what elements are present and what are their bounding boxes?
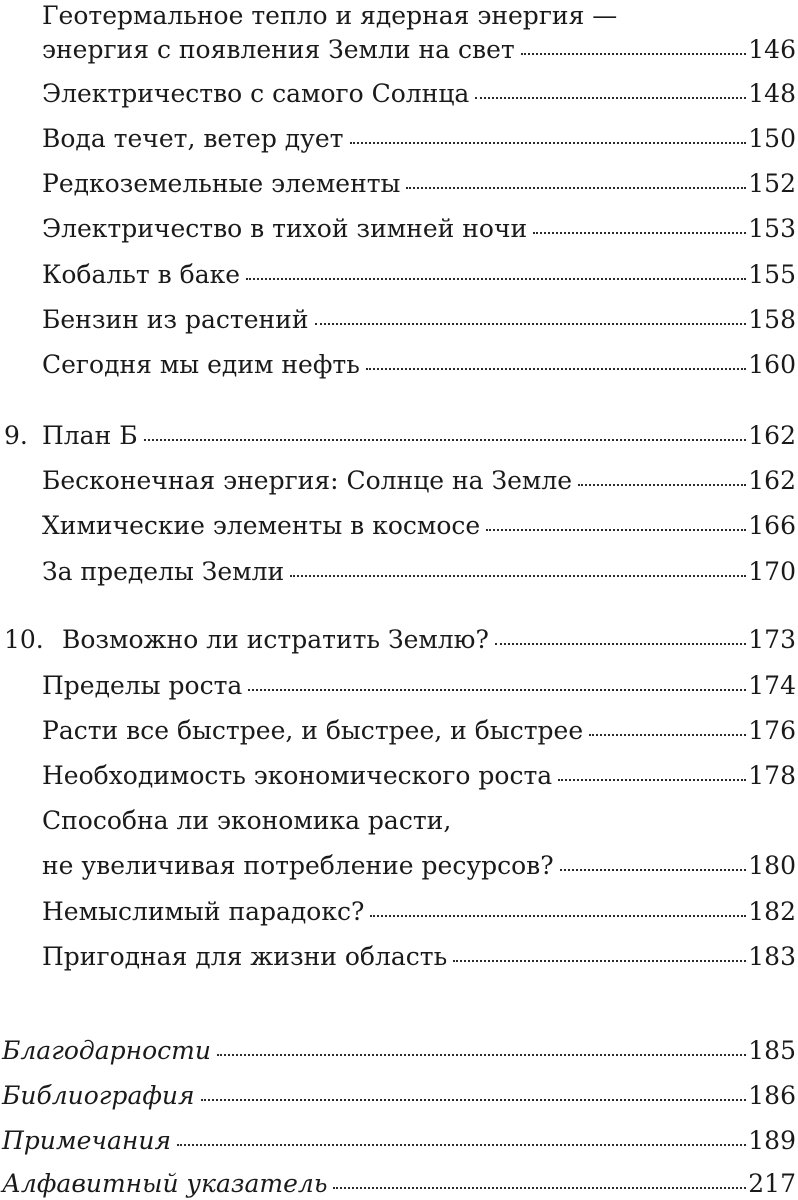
toc-entry-page: 180 — [748, 851, 796, 880]
leader-dots — [370, 915, 746, 917]
toc-entry[interactable] — [42, 78, 796, 110]
toc-backmatter-entry[interactable] — [2, 1125, 796, 1157]
toc-entry[interactable] — [42, 850, 796, 882]
toc-entry-title: не увеличивая потребление ресурсов? — [42, 851, 554, 880]
toc-backmatter-entry[interactable] — [2, 1080, 796, 1112]
leader-dots — [144, 439, 747, 441]
leader-dots — [533, 232, 746, 234]
toc-entry-title: Необходимость экономического роста — [42, 761, 553, 790]
leader-dots — [201, 1099, 747, 1101]
toc-entry-page: 152 — [748, 169, 796, 198]
leader-dots — [315, 323, 747, 325]
backmatter-page: 189 — [748, 1126, 796, 1155]
toc-entry[interactable] — [42, 670, 796, 702]
leader-dots — [406, 187, 746, 189]
toc-chapter-entry[interactable] — [62, 624, 796, 656]
toc-entry-title: Бесконечная энергия: Солнце на Земле — [42, 466, 573, 495]
toc-entry[interactable] — [42, 349, 796, 381]
toc-entry-title: За пределы Земли — [42, 557, 285, 586]
toc-entry-page: 162 — [748, 466, 796, 495]
leader-dots — [246, 278, 746, 280]
toc-entry-page: 183 — [748, 942, 796, 971]
leader-dots — [333, 1187, 746, 1189]
toc-entry-title: Расти все быстрее, и быстрее, и быстрее — [42, 716, 584, 745]
leader-dots — [248, 689, 746, 691]
backmatter-page: 185 — [748, 1036, 796, 1065]
toc-entry[interactable] — [42, 941, 796, 973]
toc-entry[interactable] — [42, 213, 796, 245]
leader-dots — [578, 484, 746, 486]
toc-backmatter-entry[interactable] — [2, 1168, 796, 1200]
toc-entry-title: энергия с появления Земли на свет — [42, 35, 515, 64]
backmatter-title: Библиография — [2, 1081, 195, 1110]
leader-dots — [366, 368, 746, 370]
toc-entry[interactable] — [42, 715, 796, 747]
backmatter-title: Алфавитный указатель — [2, 1169, 328, 1198]
toc-entry[interactable] — [42, 34, 796, 66]
toc-entry-title: Пределы роста — [42, 671, 243, 700]
chapter-number: 10. — [4, 625, 44, 654]
toc-entry[interactable] — [42, 168, 796, 200]
toc-entry-title: Редкоземельные элементы — [42, 169, 401, 198]
toc-entry-title: Электричество в тихой зимней ночи — [42, 214, 528, 243]
leader-dots — [558, 779, 746, 781]
leader-dots — [177, 1144, 746, 1146]
leader-dots — [350, 142, 747, 144]
leader-dots — [495, 643, 746, 645]
toc-entry[interactable] — [42, 556, 796, 588]
chapter-page: 173 — [748, 625, 796, 654]
toc-entry-page: 146 — [748, 35, 796, 64]
toc-entry-page: 170 — [748, 557, 796, 586]
toc-entry-page: 148 — [748, 79, 796, 108]
leader-dots — [453, 960, 746, 962]
leader-dots — [217, 1054, 746, 1056]
leader-dots — [589, 734, 746, 736]
backmatter-title: Примечания — [2, 1126, 172, 1155]
toc-entry-title: Вода течет, ветер дует — [42, 124, 344, 153]
toc-entry-page: 155 — [748, 260, 796, 289]
toc-entry-page: 166 — [748, 511, 796, 540]
leader-dots — [560, 869, 747, 871]
toc-entry[interactable] — [42, 760, 796, 792]
toc-entry[interactable] — [42, 896, 796, 928]
toc-entry-title: Кобальт в баке — [42, 260, 241, 289]
toc-entry-title: Бензин из растений — [42, 305, 309, 334]
toc-entry[interactable] — [42, 304, 796, 336]
backmatter-page: 217 — [748, 1169, 796, 1198]
toc-entry-page: 174 — [748, 671, 796, 700]
leader-dots — [475, 97, 746, 99]
backmatter-title: Благодарности — [2, 1036, 211, 1065]
leader-dots — [290, 575, 746, 577]
toc-entry-page: 160 — [748, 350, 796, 379]
toc-entry-page: 158 — [748, 305, 796, 334]
chapter-number: 9. — [4, 421, 28, 450]
toc-entry[interactable] — [42, 510, 796, 542]
toc-entry-page: 178 — [748, 761, 796, 790]
backmatter-page: 186 — [748, 1081, 796, 1110]
toc-entry-title: Сегодня мы едим нефть — [42, 350, 360, 379]
chapter-page: 162 — [748, 421, 796, 450]
toc-entry[interactable] — [42, 123, 796, 155]
chapter-title: Возможно ли истратить Землю? — [62, 625, 489, 654]
toc-chapter-entry[interactable] — [42, 420, 796, 452]
toc-entry[interactable] — [42, 259, 796, 291]
leader-dots — [486, 529, 746, 531]
toc-entry-page: 150 — [748, 124, 796, 153]
toc-entry-line1: Геотермальное тепло и ядерная энергия — — [42, 1, 618, 30]
toc-entry-title: Немыслимый парадокс? — [42, 897, 365, 926]
toc-backmatter-entry[interactable] — [2, 1035, 796, 1067]
chapter-title: План Б — [42, 421, 138, 450]
toc-entry-page: 176 — [748, 716, 796, 745]
toc-entry-title: Пригодная для жизни область — [42, 942, 448, 971]
toc-entry-line1: Способна ли экономика расти, — [42, 806, 452, 835]
toc-entry-title: Химические элементы в космосе — [42, 511, 481, 540]
toc-entry-title: Электричество с самого Солнца — [42, 79, 470, 108]
leader-dots — [521, 53, 747, 55]
toc-entry-page: 182 — [748, 897, 796, 926]
toc-entry[interactable] — [42, 465, 796, 497]
toc-entry-page: 153 — [748, 214, 796, 243]
